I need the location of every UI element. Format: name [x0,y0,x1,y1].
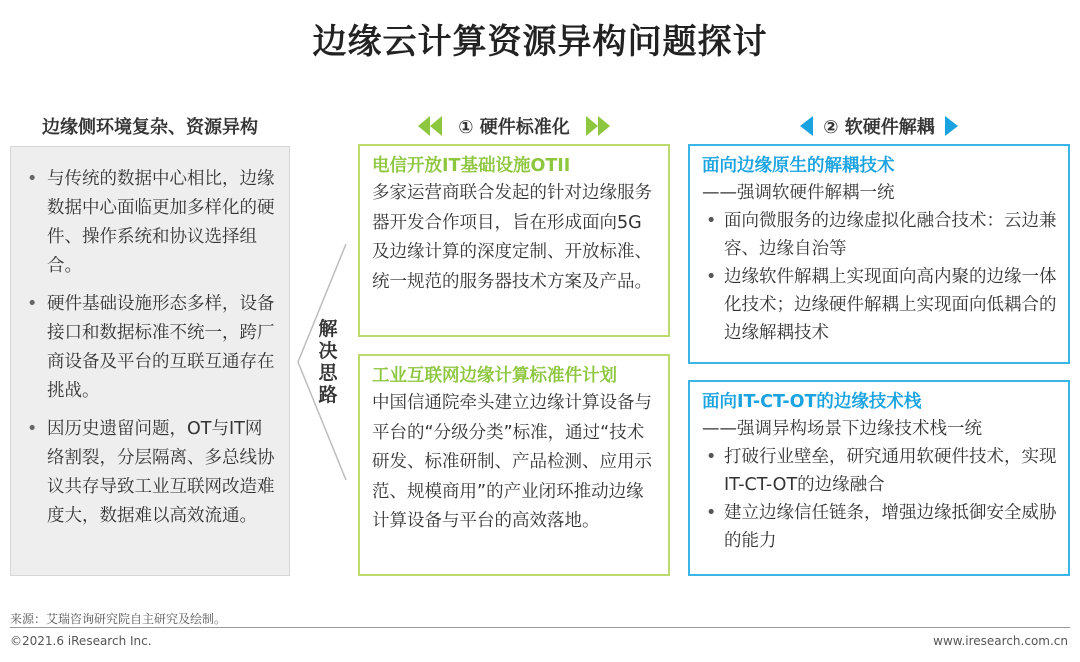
source-note: 来源：艾瑞咨询研究院自主研究及绘制。 [10,612,227,626]
footer-divider [10,627,1070,628]
middle-heading-text: ① 硬件标准化 [458,117,570,138]
standard-parts-body: 中国信通院牵头建立边缘计算设备与平台的“分级分类”标准，通过“技术研发、标准研制、产品检测、应用示范、规模商用”的产业闭环推动边缘计算设备与平台的高效落地。 [372,393,652,531]
otii-box [358,144,670,337]
bracket-label: 解决思路 [318,318,338,406]
otii-title: 电信开放IT基础设施OTII [372,156,571,176]
left-bullet: • 因历史遗留问题，OT与IT网络割裂，分层隔离、多总线协议共存导致工业互联网改造难度大，数据难以高效流通。 [25,415,277,531]
otii-body: 多家运营商联合发起的针对边缘服务器开发合作项目，旨在形成面向5G及边缘计算的深度定制、开放标准、统一规范的服务器技术方案及产品。 [372,183,652,292]
tech-stack-bullet: • 打破行业壁垒，研究通用软硬件技术，实现IT-CT-OT的边缘融合 [702,443,1060,499]
double-right-arrow-icon [586,116,610,136]
decoupling-bullet-list [702,207,1060,347]
right-arrow-icon [945,116,958,136]
left-panel [10,146,290,576]
decoupling-title: 面向边缘原生的解耦技术 [702,156,895,176]
right-heading-text: ② 软硬件解耦 [823,117,935,138]
double-left-arrow-icon [418,116,442,136]
decoupling-bullet: • 边缘软件解耦上实现面向高内聚的边缘一体化技术；边缘硬件解耦上实现面向低耦合的边缘解耦技术 [702,263,1060,347]
right-column-heading [688,113,1070,139]
left-column-heading [10,113,290,139]
tech-stack-subtitle: ——强调异构场景下边缘技术栈一统 [702,419,982,439]
tech-stack-bullet: • 建立边缘信任链条，增强边缘抵御安全威胁的能力 [702,499,1060,555]
tech-stack-box [688,380,1070,576]
left-bullet: • 与传统的数据中心相比，边缘数据中心面临更加多样化的硬件、操作系统和协议选择组合。 [25,165,277,281]
left-bullet-list [25,165,277,531]
website-text: www.iresearch.com.cn [933,634,1068,648]
left-bullet: • 硬件基础设施形态多样，设备接口和数据标准不统一，跨厂商设备及平台的互联互通存在挑战。 [25,290,277,406]
tech-stack-bullet-list [702,443,1060,555]
decoupling-bullet: • 面向微服务的边缘虚拟化融合技术：云边兼容、边缘自治等 [702,207,1060,263]
left-arrow-icon [800,116,813,136]
page-title: 边缘云计算资源异构问题探讨 [312,22,768,62]
standard-parts-box [358,354,670,576]
copyright-text: ©2021.6 iResearch Inc. [10,634,152,648]
standard-parts-title: 工业互联网边缘计算标准件计划 [372,366,617,386]
middle-column-heading [358,113,670,139]
decoupling-box [688,144,1070,364]
tech-stack-title: 面向IT-CT-OT的边缘技术栈 [702,392,922,412]
left-heading-text: 边缘侧环境复杂、资源异构 [42,117,258,138]
decoupling-subtitle: ——强调软硬件解耦一统 [702,183,895,203]
